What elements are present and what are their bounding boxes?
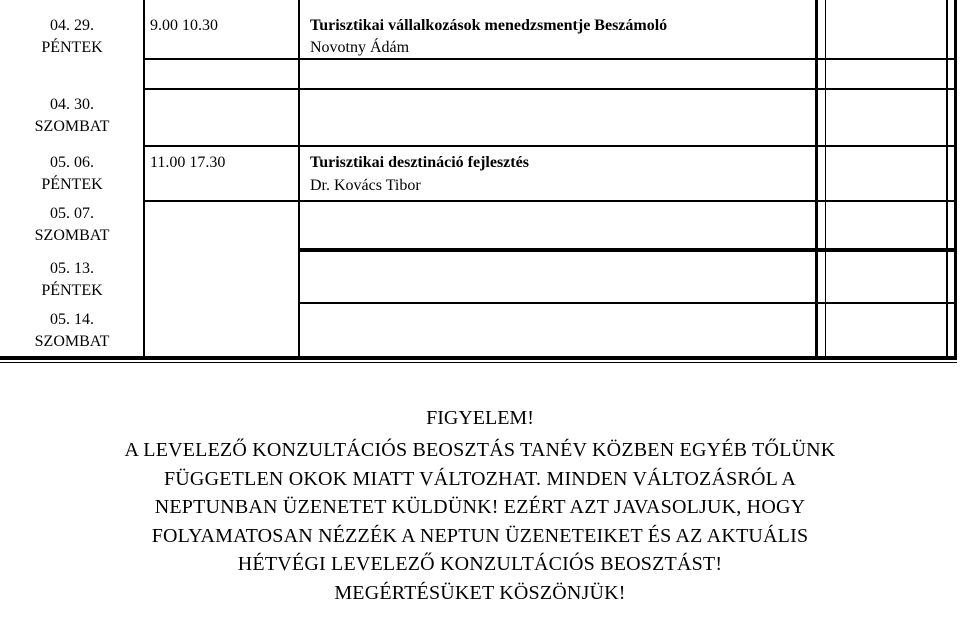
- schedule-lecturer: Dr. Kovács Tibor: [310, 177, 421, 194]
- notice-title: FIGYELEM!: [426, 407, 534, 429]
- schedule-date: 04. 29.: [50, 17, 94, 34]
- schedule-date: 05. 07.: [50, 205, 94, 222]
- table-border: [143, 58, 957, 60]
- schedule-date: 05. 06.: [50, 154, 94, 171]
- schedule-weekday: PÉNTEK: [41, 39, 103, 56]
- table-border: [143, 145, 957, 147]
- table-border: [298, 0, 300, 358]
- table-border: [825, 0, 826, 358]
- schedule-weekday: SZOMBAT: [34, 227, 110, 244]
- table-border: [946, 0, 948, 358]
- table-border: [815, 0, 818, 358]
- notice-line: FÜGGETLEN OKOK MIATT VÁLTOZHAT. MINDEN VÁLTOZÁSRÓL A: [163, 467, 797, 490]
- schedule-date: 05. 13.: [50, 260, 94, 277]
- schedule-weekday: SZOMBAT: [34, 118, 110, 135]
- schedule-course: Turisztikai vállalkozások menedzsmentje Beszámoló: [310, 17, 668, 34]
- table-border: [0, 362, 957, 363]
- table-border: [143, 88, 957, 90]
- table-border: [298, 302, 957, 304]
- schedule-time: 9.00 10.30: [150, 17, 218, 34]
- schedule-date: 05. 14.: [50, 311, 94, 328]
- schedule-weekday: SZOMBAT: [34, 333, 110, 350]
- table-border: [954, 0, 957, 358]
- notice-line: A LEVELEZŐ KONZULTÁCIÓS BEOSZTÁS TANÉV KÖZBEN EGYÉB TŐLÜNK: [124, 439, 836, 461]
- notice-line: FOLYAMATOSAN NÉZZÉK A NEPTUN ÜZENETEIKET ÉS AZ AKTUÁLIS: [151, 524, 809, 547]
- notice-line: MEGÉRTÉSÜKET KÖSZÖNJÜK!: [334, 581, 626, 604]
- table-border: [143, 200, 957, 202]
- notice-body: [0, 436, 960, 607]
- notice-line: NEPTUNBAN ÜZENETET KÜLDÜNK! EZÉRT AZT JAVASOLJUK, HOGY: [154, 496, 806, 518]
- notice-section: [0, 404, 960, 607]
- table-border: [298, 248, 957, 252]
- schedule-time: 11.00 17.30: [150, 154, 226, 171]
- schedule-weekday: PÉNTEK: [41, 176, 103, 193]
- schedule-lecturer: Novotny Ádám: [310, 39, 410, 56]
- table-border: [0, 356, 957, 360]
- schedule-date: 04. 30.: [50, 96, 94, 113]
- schedule-course: Turisztikai desztináció fejlesztés: [310, 154, 529, 171]
- notice-line: HÉTVÉGI LEVELEZŐ KONZULTÁCIÓS BEOSZTÁST!: [237, 553, 723, 575]
- schedule-weekday: PÉNTEK: [41, 282, 103, 299]
